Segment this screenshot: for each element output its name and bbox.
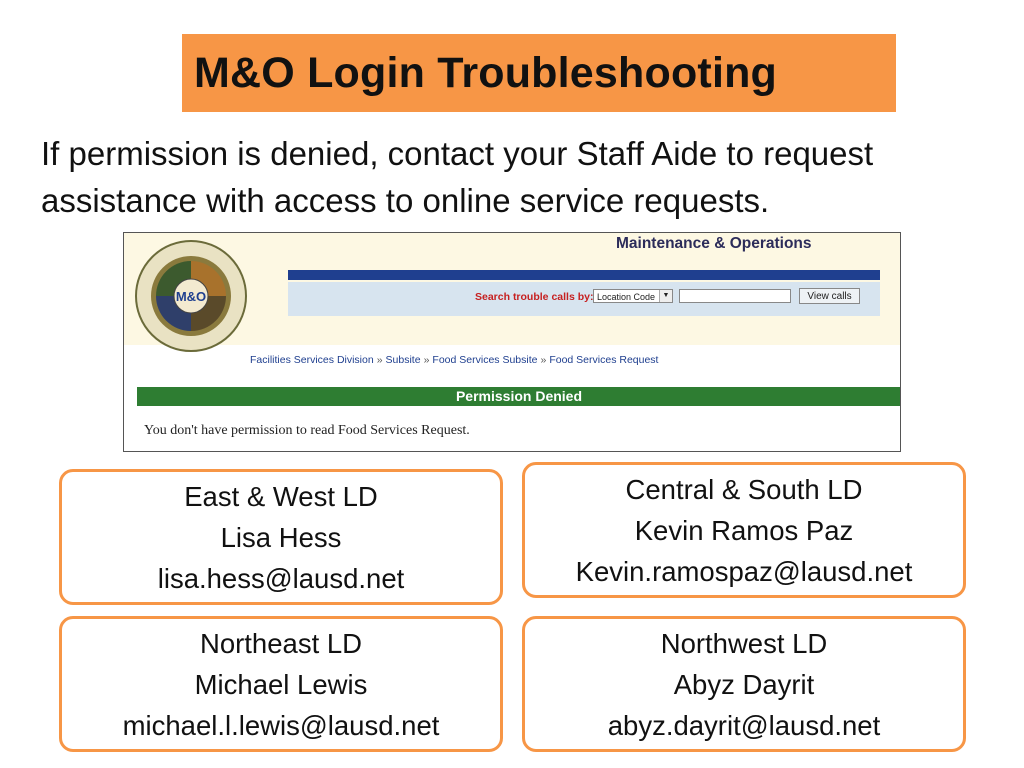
contact-card-northwest (522, 616, 966, 752)
contact-email[interactable]: Kevin.ramospaz@lausd.net (575, 555, 913, 587)
search-input[interactable] (679, 289, 791, 303)
contact-name: Lisa Hess (220, 521, 342, 553)
title-banner (182, 34, 896, 112)
breadcrumb-separator: » (540, 354, 547, 366)
brand-title: Maintenance & Operations (616, 235, 812, 252)
embedded-screenshot (123, 232, 901, 452)
contact-name: Michael Lewis (194, 668, 368, 700)
search-label: Search trouble calls by: (475, 291, 594, 303)
permission-denied-title: Permission Denied (455, 388, 583, 404)
contact-district: Northeast LD (199, 627, 363, 659)
contact-email[interactable]: abyz.dayrit@lausd.net (607, 709, 881, 741)
search-bar (288, 282, 880, 316)
contact-name: Kevin Ramos Paz (634, 514, 854, 546)
breadcrumb-current: Food Services Request (549, 354, 659, 366)
breadcrumb-link-division[interactable]: Facilities Services Division (250, 354, 374, 366)
view-calls-button[interactable]: View calls (799, 288, 860, 304)
contact-name: Abyz Dayrit (673, 668, 815, 700)
chevron-down-icon[interactable]: ▼ (659, 290, 672, 302)
breadcrumb-link-subsite[interactable]: Subsite (385, 354, 421, 366)
contact-card-east-west (59, 469, 503, 605)
search-by-select[interactable] (593, 289, 673, 303)
contact-card-northeast (59, 616, 503, 752)
search-by-value: Location Code (597, 292, 656, 302)
page-title: M&O Login Troubleshooting (194, 48, 778, 97)
contact-email[interactable]: michael.l.lewis@lausd.net (122, 709, 440, 741)
permission-message: You don't have permission to read Food Services Request. (144, 423, 470, 438)
contact-district: East & West LD (184, 480, 378, 512)
contact-district: Northwest LD (660, 627, 828, 659)
intro-text: If permission is denied, contact your Staff Aide to request assistance with access to online service requests. (41, 135, 874, 219)
breadcrumb (250, 354, 658, 366)
contact-email[interactable]: lisa.hess@lausd.net (157, 562, 405, 594)
contact-card-central-south (522, 462, 966, 598)
logo-text: M&O (175, 289, 207, 304)
breadcrumb-separator: » (376, 354, 383, 366)
nav-bar (288, 270, 880, 280)
contact-district: Central & South LD (625, 473, 863, 505)
permission-denied-bar (137, 387, 901, 406)
district-seal-icon (134, 239, 248, 353)
breadcrumb-link-food-subsite[interactable]: Food Services Subsite (432, 354, 538, 366)
breadcrumb-separator: » (423, 354, 430, 366)
site-header (124, 233, 900, 345)
